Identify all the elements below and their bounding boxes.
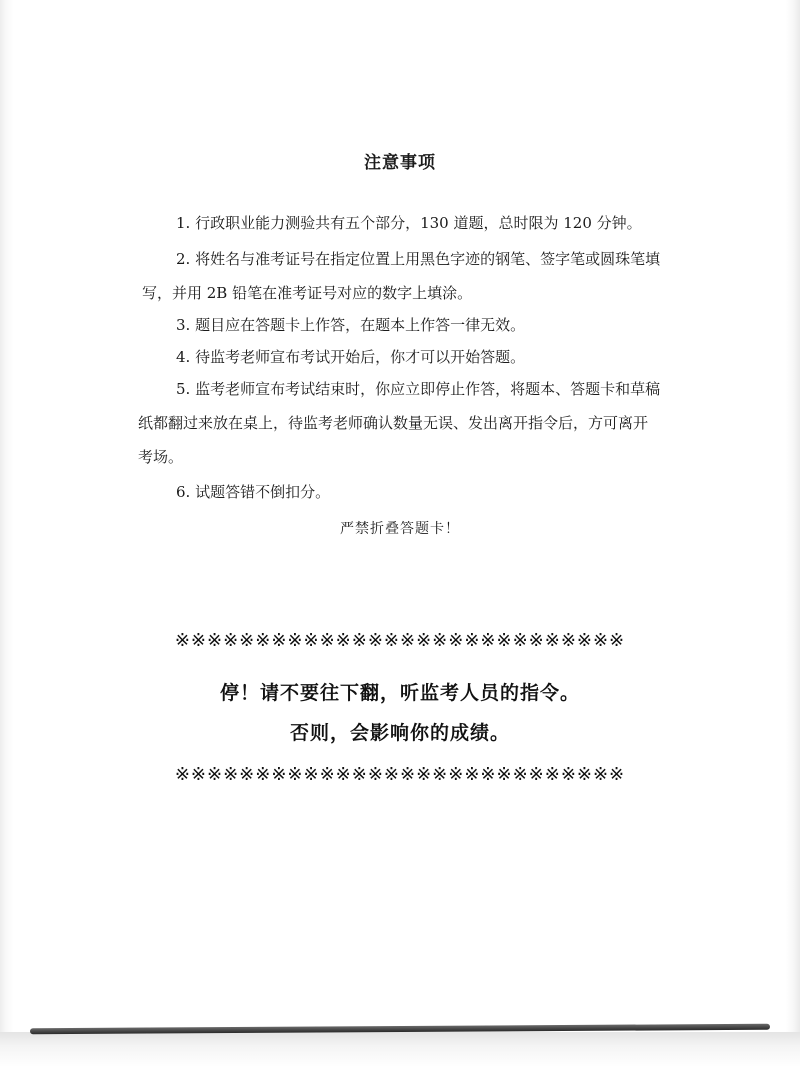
scan-bottom-shadow xyxy=(0,1032,800,1067)
rule-2-line-1: 2. 将姓名与准考证号在指定位置上用黑色字迹的钢笔、签字笔或圆珠笔填 xyxy=(176,250,661,268)
no-folding-notice: 严禁折叠答题卡！ xyxy=(340,521,460,537)
rule-5-line-3: 考场。 xyxy=(138,448,184,466)
rule-1-line-1: 1. 行政职业能力测验共有五个部分，130 道题，总时限为 120 分钟。 xyxy=(176,214,642,232)
page-title: 注意事项 xyxy=(364,153,436,173)
rule-5-line-2: 纸都翻过来放在桌上，待监考老师确认数量无误、发出离开指令后，方可离开 xyxy=(138,414,649,432)
star-divider-bottom: ※※※※※※※※※※※※※※※※※※※※※※※※※※※※ xyxy=(174,764,626,785)
star-divider-top: ※※※※※※※※※※※※※※※※※※※※※※※※※※※※ xyxy=(174,630,626,651)
rule-2-line-2: 写，并用 2B 铅笔在准考证号对应的数字上填涂。 xyxy=(142,284,473,302)
rule-5-line-1: 5. 监考老师宣布考试结束时，你应立即停止作答，将题本、答题卡和草稿 xyxy=(176,380,661,398)
stop-warning-line-1: 停！请不要往下翻，听监考人员的指令。 xyxy=(219,682,580,704)
rule-3-line-1: 3. 题目应在答题卡上作答，在题本上作答一律无效。 xyxy=(176,316,526,334)
rule-4-line-1: 4. 待监考老师宣布考试开始后，你才可以开始答题。 xyxy=(176,348,526,366)
stop-warning-line-2: 否则，会影响你的成绩。 xyxy=(289,722,510,744)
rule-6-line-1: 6. 试题答错不倒扣分。 xyxy=(176,483,331,501)
